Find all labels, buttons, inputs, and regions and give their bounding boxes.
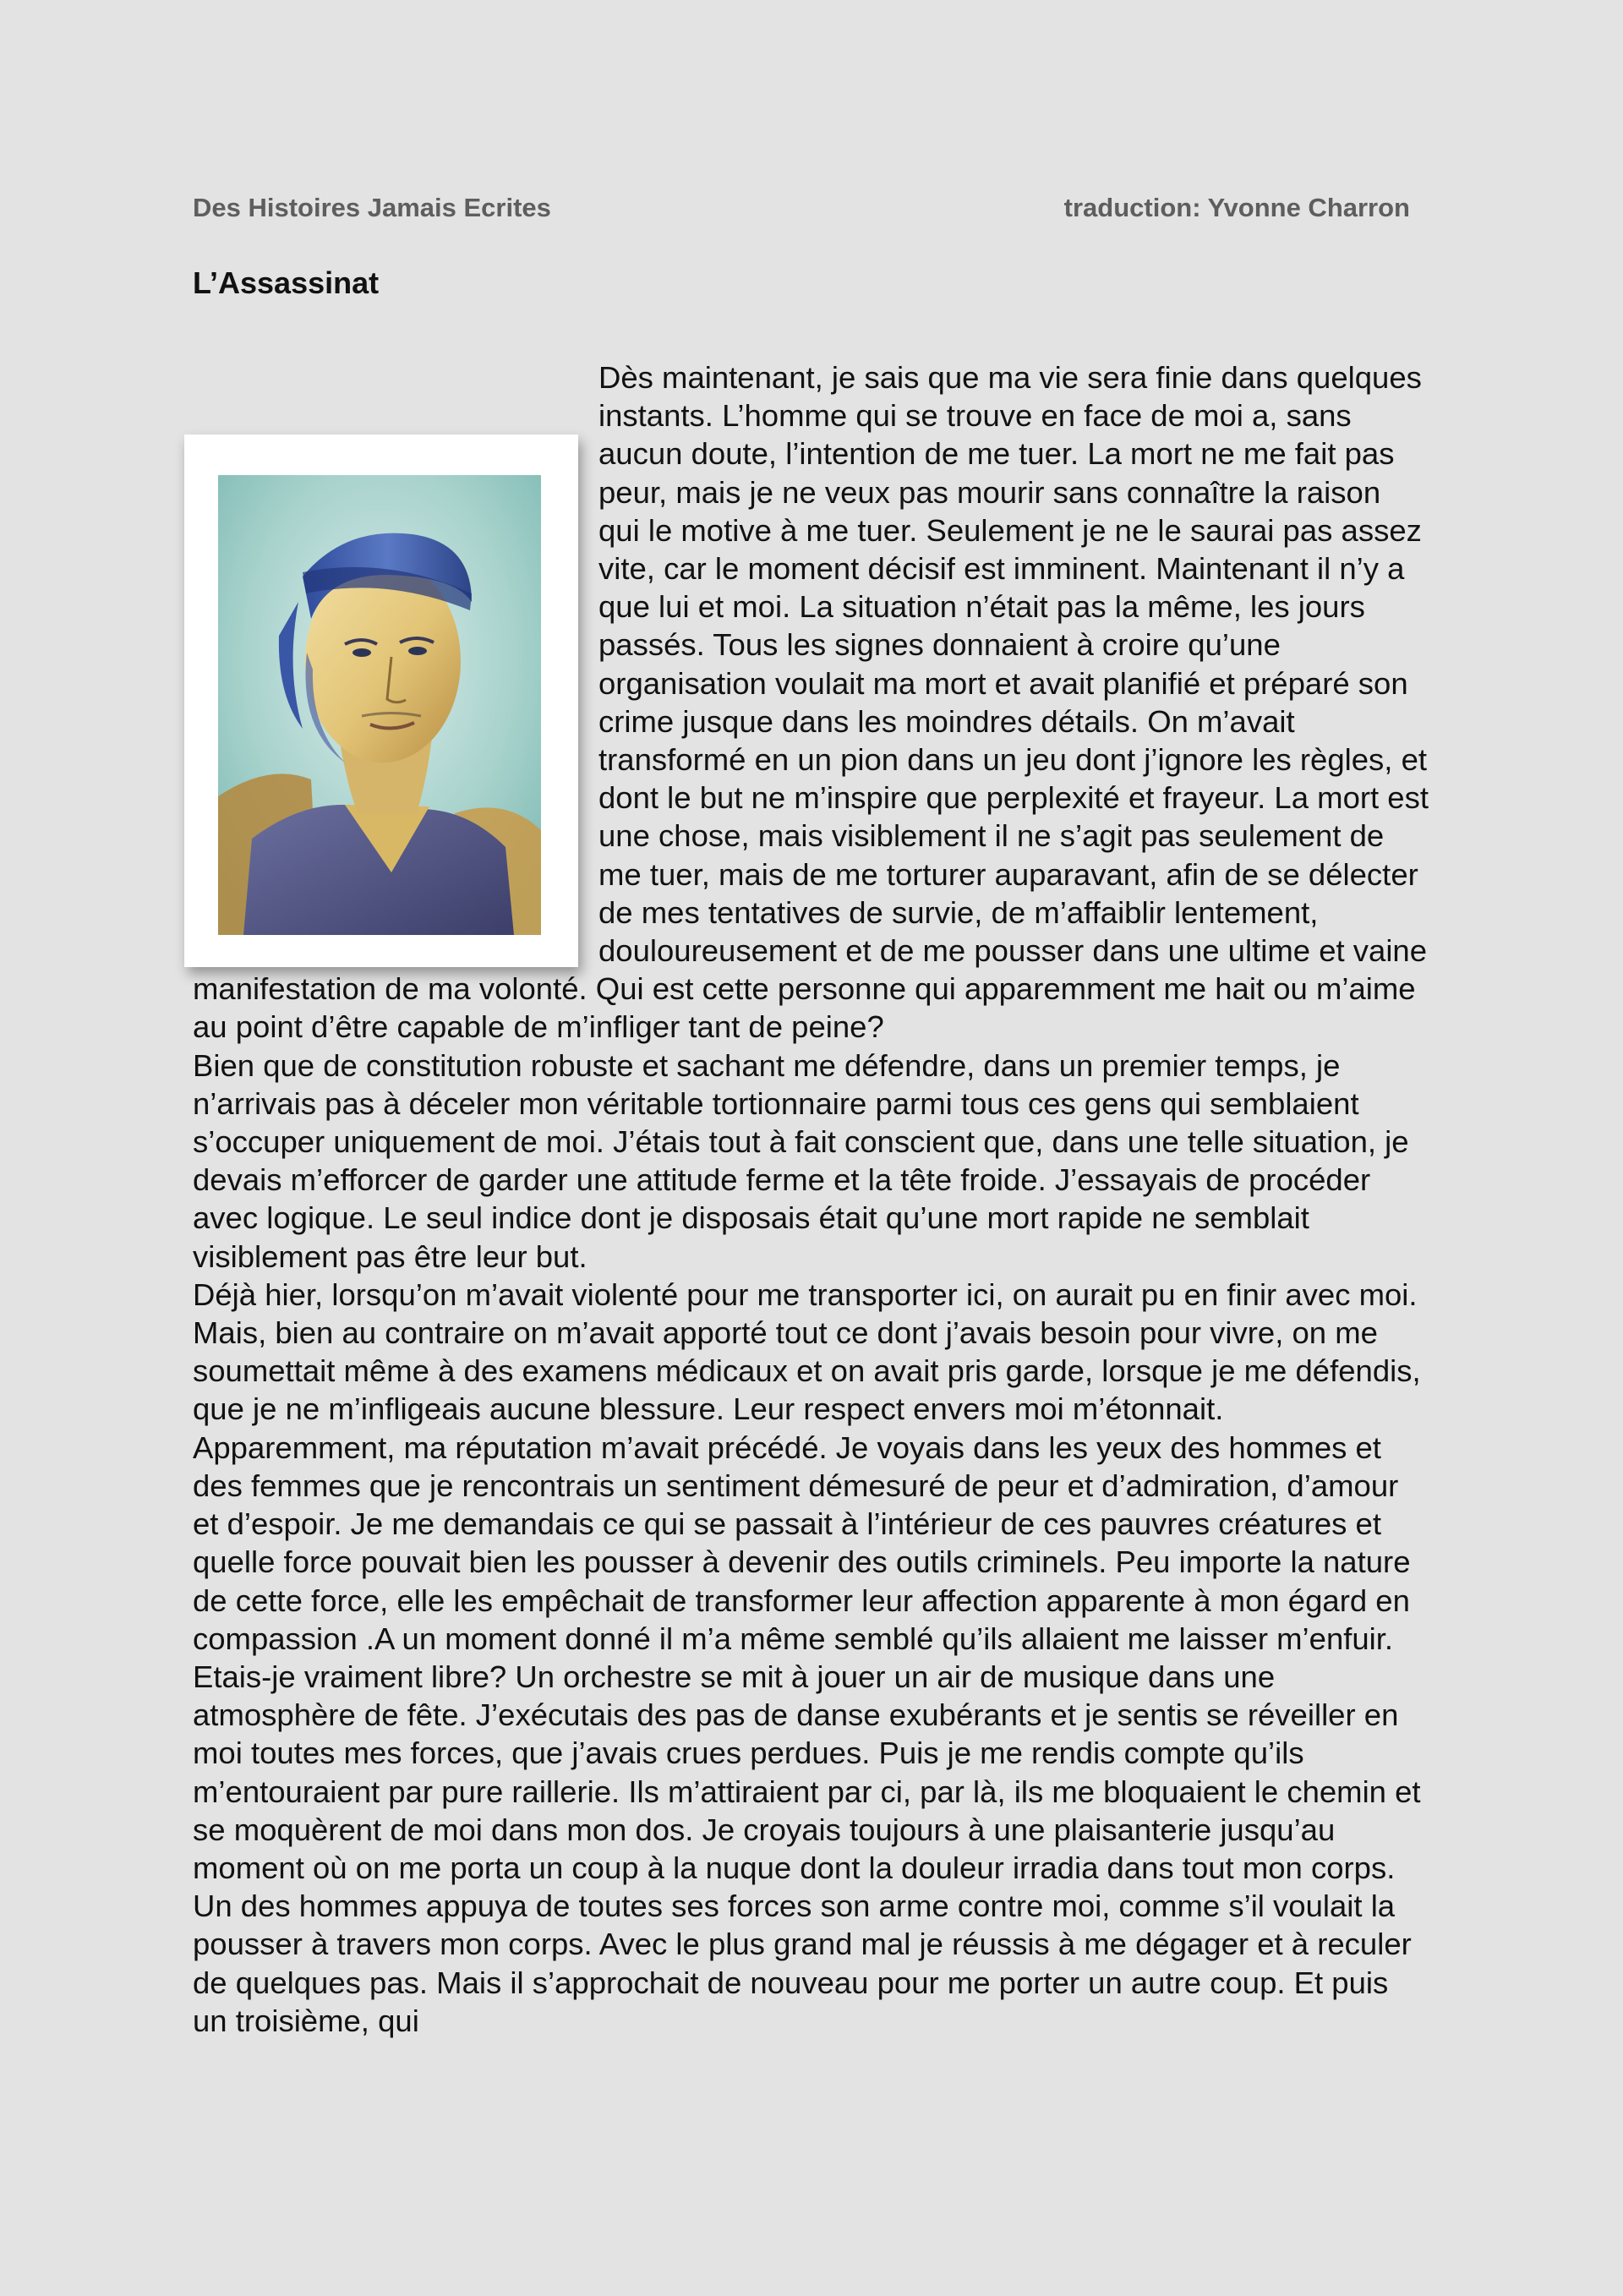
story-title: L’Assassinat [193,265,380,300]
portrait-painting-icon [218,475,541,935]
story-paragraph: Etais-je vraiment libre? Un orchestre se mit à jouer un air de musique dans une atmosphère de fête. J’exécutais des pas de danse exubérants et je sentis se réveiller en moi toutes mes forces, que j’avais crues perdues. Puis je me rendis compte qu’ils m’entouraient par pure raillerie. Ils m’attiraient par ci, par là, ils me bloquaient le chemin et se moquèrent de moi dans mon dos. Je croyais toujours à une plaisanterie jusqu’au moment où on me porta un coup à la nuque dont la douleur irradia dans tout mon corps. Un des hommes appuya de toutes ses forces son arme contre moi, comme s’il voulait la pousser à travers mon corps. Avec le plus grand mal je réussis à me dégager et à reculer de quelques pas. Mais il s’approchait de nouveau pour me porter un autre coup. Et puis un troisième, qui [193,1659,1421,2038]
portrait-illustration [184,435,578,967]
story-paragraph [193,358,1429,1047]
page-header [193,193,1410,227]
translation-credit: traduction: Yvonne Charron [1063,193,1410,222]
story-body [193,358,1429,2040]
story-paragraph: Bien que de constitution robuste et sachant me défendre, dans un premier temps, je n’arrivais pas à déceler mon véritable tortionnaire parmi tous ces gens qui semblaient s’occuper uniquement de moi. J’étais tout à fait conscient que, dans une telle situation, je devais m’efforcer de garder une attitude ferme et la tête froide. J’essayais de procéder avec logique. Le seul indice dont je disposais était qu’une mort rapide ne semblait visiblement pas être leur but. [193,1047,1409,1274]
story-paragraph: Déjà hier, lorsqu’on m’avait violenté pour me transporter ici, on aurait pu en finir avec moi. Mais, bien au contraire on m’avait apporté tout ce dont j’avais besoin pour vivre, on me soumettait même à des examens médicaux et on avait pris garde, lorsque je me défendis, que je ne m’infligeais aucune blessure. Leur respect envers moi m’étonnait. Apparemment, ma réputation m’avait précédé. Je voyais dans les yeux des hommes et des femmes que je rencontrais un sentiment démesuré de peur et d’admiration, d’amour et d’espoir. Je me demandais ce qui se passait à l’intérieur de ces pauvres créatures et quelle force pouvait bien les pousser à devenir des outils criminels. Peu importe la nature de cette force, elle les empêchait de transformer leur affection apparente à mon égard en compassion .A un moment donné il m’a même semblé qu’ils allaient me laisser m’enfuir. [193,1276,1421,1656]
story-paragraph-text: Dès maintenant, je sais que ma vie sera finie dans quelques instants. L’homme qui se trouve en face de moi a, sans aucun doute, l’intention de me tuer. La mort ne me fait pas peur, mais je ne veux pas mourir sans connaître la raison qui le motive à me tuer. Seulement je ne le saurai pas assez vite, car le moment décisif est imminent. Maintenant il n’y a que lui et moi. La situation n’était pas la même, les jours passés. Tous les signes donnaient à croire qu’une organisation voulait ma mort et avait planifié et préparé son crime jusque dans les moindres détails. On m’avait transformé en un pion dans un jeu dont j’ignore les règles, et dont le but ne m’inspire que perplexité et frayeur. La mort est une chose, mais visiblement il ne s’agit pas seulement de me tuer, mais de me torturer auparavant, afin de se délecter de mes tentatives de survie, de m’affaiblir lentement, douloureusement et de me pousser dans une ultime et vaine manifestation de ma volonté. Qui est cette personne qui apparemment me hait ou m’aime au point d’être capable de m’infliger tant de peine? [193,360,1429,1045]
book-title: Des Histoires Jamais Ecrites [193,193,551,222]
